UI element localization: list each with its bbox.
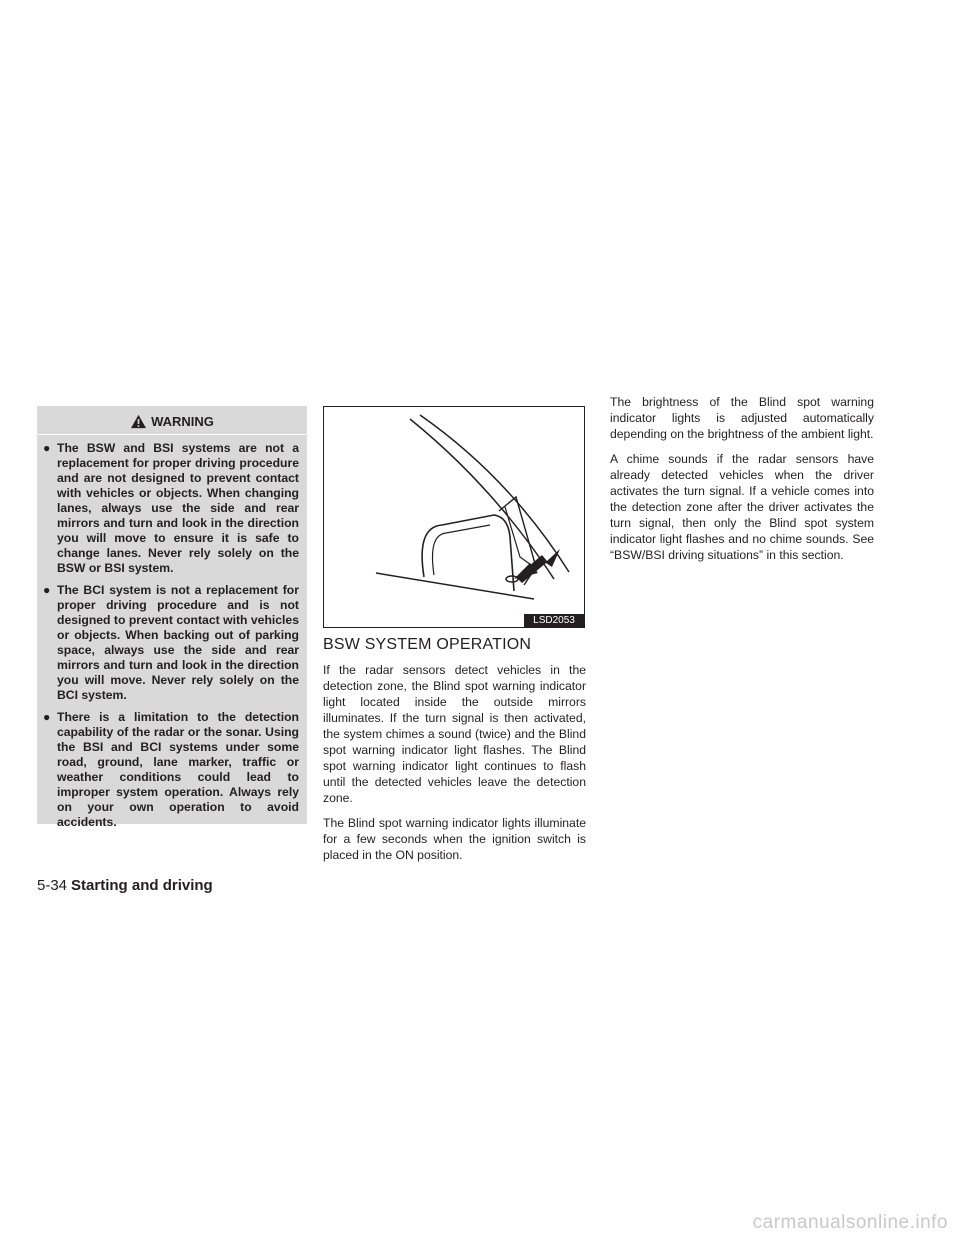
bullet-icon: ● bbox=[43, 583, 51, 597]
warning-item bbox=[43, 441, 299, 576]
warning-item bbox=[43, 710, 299, 830]
warning-title: WARNING bbox=[151, 413, 214, 429]
mirror-figure bbox=[323, 406, 585, 628]
paragraph: The Blind spot warning indicator lights illuminate for a few seconds when the ignition switch is placed in the ON position. bbox=[323, 816, 586, 862]
warning-item bbox=[43, 583, 299, 703]
column-three bbox=[610, 394, 874, 572]
bullet-icon: ● bbox=[43, 710, 51, 724]
warning-item-text: The BSW and BSI systems are not a replacement for proper driving procedure and are not designed to prevent contact with vehicles or objects. When changing lanes, always use the side and rear mirrors and turn and look in the direction you will move to ensure it is safe to change lanes. Never rely solely on the BSW or BSI system. bbox=[57, 441, 299, 575]
warning-box bbox=[37, 406, 307, 829]
figure-caption: LSD2053 bbox=[524, 614, 584, 627]
paragraph: A chime sounds if the radar sensors have already detected vehicles when the driver activates the turn signal. If a vehicle comes into the detection zone after the driver activates the turn signal, then only the Blind spot system indicator light flashes and no chime sounds. See “BSW/BSI driving situations” in this section. bbox=[610, 452, 874, 562]
section-title: BSW SYSTEM OPERATION bbox=[323, 636, 532, 653]
page-number: 5-34 bbox=[37, 877, 68, 894]
paragraph: If the radar sensors detect vehicles in the detection zone, the Blind spot warning indicator light located inside the outside mirrors illuminates. If the turn signal is then activated, the system chimes a sound (twice) and the Blind spot warning indicator light flashes. The Blind spot warning indicator light continues to flash until the detected vehicles leave the detection zone. bbox=[323, 663, 586, 805]
warning-triangle-icon bbox=[130, 414, 147, 429]
warning-item-text: There is a limitation to the detection capability of the radar or the sonar. Using the BSI and BCI systems under some road, ground, lane marker, traffic or weather conditions could lead to improper system operation. Always rely on your own operation to avoid accidents. bbox=[57, 710, 299, 829]
bsw-operation-section bbox=[323, 636, 586, 872]
footer-section-name: Starting and driving bbox=[71, 877, 213, 894]
warning-header bbox=[37, 408, 307, 435]
side-mirror-illustration bbox=[324, 407, 584, 627]
warning-item-text: The BCI system is not a replacement for proper driving procedure and is not designed to prevent contact with vehicles or objects. When backing out of parking space, always use the side and rear mirrors and turn and look in the direction you will move. Never rely solely on the BCI system. bbox=[57, 583, 299, 702]
warning-list bbox=[37, 435, 307, 830]
watermark: carmanualsonline.info bbox=[752, 1212, 948, 1233]
paragraph: The brightness of the Blind spot warning indicator lights is adjusted automatically depending on the brightness of the ambient light. bbox=[610, 395, 874, 441]
bullet-icon: ● bbox=[43, 441, 51, 455]
page-footer bbox=[37, 877, 213, 894]
